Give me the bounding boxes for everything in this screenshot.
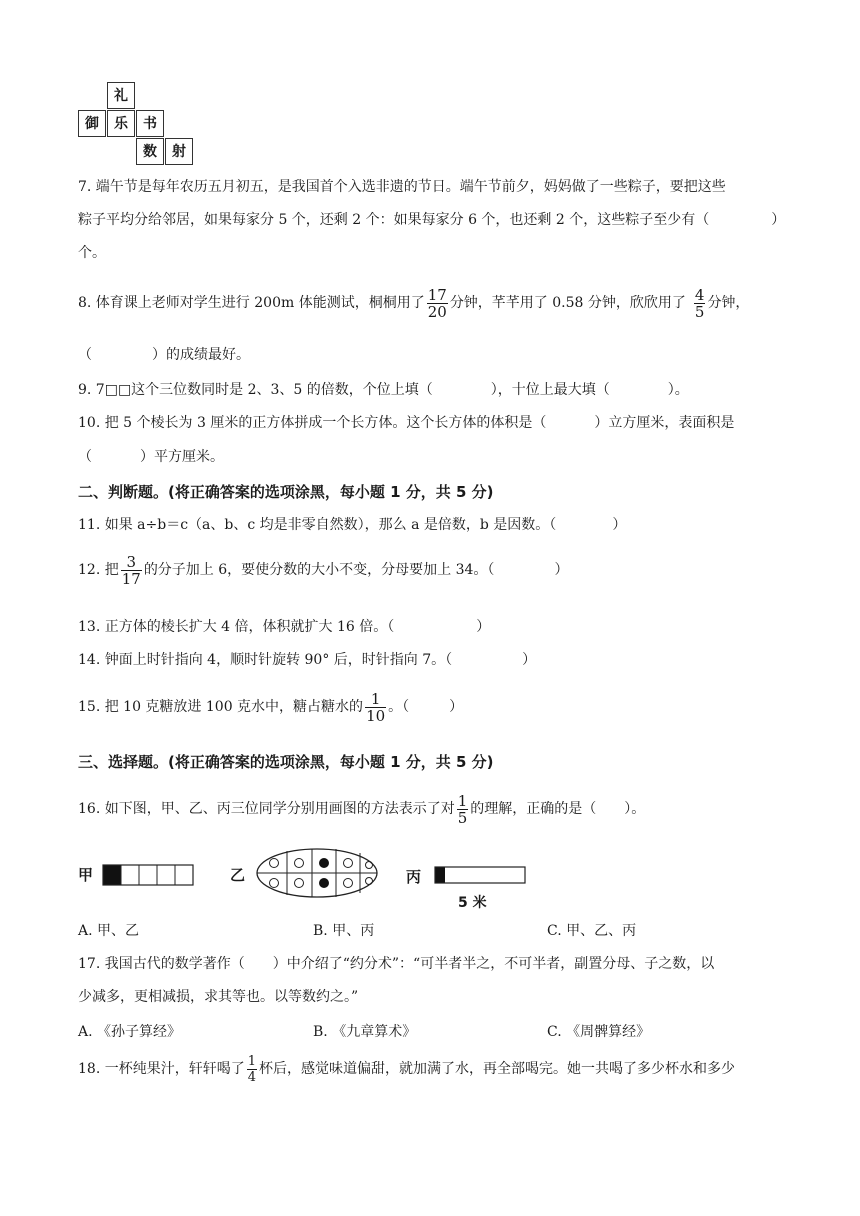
paren-close: ） <box>449 699 464 715</box>
net-cell: 礼 <box>107 82 135 109</box>
shaded-cell <box>103 865 121 885</box>
question-7-line-3: 个。 <box>78 245 106 261</box>
empty-dot <box>295 879 304 888</box>
question-12 <box>78 551 568 589</box>
q17-option-c[interactable]: C. 《周髀算经》 <box>547 1024 651 1040</box>
numerator: 1 <box>365 691 386 708</box>
question-17-text: 17. 我国古代的数学著作（ <box>78 956 245 972</box>
question-10-line-1 <box>78 413 734 433</box>
question-11 <box>78 515 626 535</box>
denominator: 5 <box>457 808 468 827</box>
q16-option-b[interactable]: B. 甲、丙 <box>313 923 375 939</box>
empty-dot <box>270 879 279 888</box>
question-15-text: 15. 把 10 克糖放进 100 克水中，糖占糖水的 <box>78 699 364 715</box>
question-17-text-2: ）中介绍了“约分术”：“可半者半之，不可半者，副置分母、子之数，以 <box>272 956 715 972</box>
question-8-text: 8. 体育课上老师对学生进行 200m 体能测试，桐桐用了 <box>78 295 425 311</box>
q17-option-a[interactable]: A. 《孙子算经》 <box>78 1024 182 1040</box>
question-18 <box>78 1050 735 1088</box>
question-18-text-2: 杯后，感觉味道偏甜，就加满了水，再全部喝完。她一共喝了多少杯水和多少 <box>259 1061 735 1077</box>
figure-bing-bar <box>434 866 528 884</box>
bar-outline <box>435 867 525 883</box>
net-cell: 数 <box>136 138 164 165</box>
question-12-text-2: 的分子加上 6，要使分数的大小不变，分母要加上 34。（ <box>143 562 495 578</box>
fraction-1-10 <box>365 691 386 724</box>
net-cell: 乐 <box>107 110 135 137</box>
question-7-line-2 <box>78 210 785 230</box>
fraction-1-4 <box>247 1054 257 1085</box>
q16-option-a[interactable]: A. 甲、乙 <box>78 923 140 939</box>
numerator: 4 <box>694 285 705 304</box>
question-16-text-2: 的理解，正确的是（ <box>470 801 597 817</box>
empty-dot <box>344 859 353 868</box>
paren-open: （ <box>78 449 92 465</box>
empty-dot <box>270 859 279 868</box>
question-14-text: 14. 钟面上时针指向 4，顺时针旋转 90° 后，时针指向 7。（ <box>78 652 453 668</box>
question-17-line-2: 少减多，更相减损，求其等也。以等数约之。” <box>78 989 359 1005</box>
question-18-text: 18. 一杯纯果汁，轩轩喝了 <box>78 1061 245 1077</box>
numerator: 3 <box>121 554 142 571</box>
question-15 <box>78 688 463 726</box>
question-10-text: 10. 把 5 个棱长为 3 厘米的正方体拼成一个长方体。这个长方体的体积是（ <box>78 415 547 431</box>
filled-dot <box>320 859 329 868</box>
question-7-text: 粽子平均分给邻居，如果每家分 5 个，还剩 2 个：如果每家分 6 个，也还剩 2 个，这些粽子至少有（ <box>78 212 710 228</box>
shaded-segment <box>435 867 445 883</box>
question-10-text-2: ）立方厘米，表面积是 <box>594 415 735 431</box>
numerator: 1 <box>247 1053 256 1069</box>
question-9-text-3: ）。 <box>667 382 689 398</box>
question-15-text-2: 。（ <box>388 699 410 715</box>
question-11-text: 11. 如果 a÷b＝c（a、b、c 均是非零自然数），那么 a 是倍数，b 是因数。（ <box>78 517 557 533</box>
denominator: 4 <box>247 1069 256 1085</box>
figure-label-jia: 甲 <box>78 866 94 884</box>
fraction-4-5 <box>694 287 706 320</box>
denominator: 17 <box>121 569 141 588</box>
numerator: 1 <box>457 791 468 810</box>
paren-close: ） <box>554 562 569 578</box>
paren-close: ） <box>612 517 627 533</box>
section-3-heading: 三、选择题。(将正确答案的选项涂黑，每小题 1 分，共 5 分) <box>78 753 494 771</box>
question-9-text-2: ），十位上最大填（ <box>490 382 610 398</box>
paren-close: ） <box>771 212 786 228</box>
empty-dot <box>295 859 304 868</box>
question-17-line-1 <box>78 954 714 974</box>
question-8-text-3: 分钟， <box>707 295 750 311</box>
filled-dot <box>320 879 329 888</box>
question-9 <box>78 380 689 400</box>
net-cell: 射 <box>165 138 193 165</box>
question-13-text: 13. 正方体的棱长扩大 4 倍，体积就扩大 16 倍。（ <box>78 619 395 635</box>
figure-bing-caption: 5 米 <box>458 895 487 911</box>
cube-net-figure <box>78 82 198 168</box>
figure-label-bing: 丙 <box>406 868 422 886</box>
fraction-3-17 <box>121 554 142 587</box>
paren-close: ） <box>476 619 491 635</box>
denominator: 20 <box>427 302 447 321</box>
question-14 <box>78 650 536 670</box>
fraction-17-20 <box>427 287 448 320</box>
net-cell: 书 <box>136 110 164 137</box>
question-12-text: 12. 把 <box>78 562 119 578</box>
empty-dot <box>366 878 373 885</box>
question-10-text-3: ）平方厘米。 <box>140 449 224 465</box>
section-2-heading: 二、判断题。(将正确答案的选项涂黑，每小题 1 分，共 5 分) <box>78 483 494 501</box>
paren-open: （ <box>78 347 92 363</box>
numerator: 17 <box>427 285 447 304</box>
q16-option-c[interactable]: C. 甲、乙、丙 <box>547 923 637 939</box>
figure-jia-bar <box>102 864 196 886</box>
question-16 <box>78 790 645 828</box>
paren-close: ） <box>522 652 537 668</box>
question-7-line-1: 7. 端午节是每年农历五月初五，是我国首个入选非遗的节日。端午节前夕，妈妈做了一些粽子，要把这些 <box>78 179 726 195</box>
paren-close: ）。 <box>624 801 646 817</box>
denominator: 5 <box>694 302 705 321</box>
question-10-line-2 <box>78 447 224 467</box>
figure-yi-oval <box>230 846 380 900</box>
denominator: 10 <box>366 706 386 725</box>
q17-option-b[interactable]: B. 《九章算术》 <box>313 1024 417 1040</box>
question-13 <box>78 617 490 637</box>
empty-dot <box>366 862 373 869</box>
net-cell: 御 <box>78 110 106 137</box>
figure-label-yi: 乙 <box>230 866 246 884</box>
empty-dot <box>344 879 353 888</box>
question-8-line-2 <box>78 345 250 365</box>
question-16-text: 16. 如下图，甲、乙、丙三位同学分别用画图的方法表示了对 <box>78 801 455 817</box>
question-8-line-1 <box>78 284 749 322</box>
fraction-1-5 <box>457 793 469 826</box>
question-8-text-4: ）的成绩最好。 <box>152 347 250 363</box>
question-9-text: 9. 7□□这个三位数同时是 2、3、5 的倍数，个位上填（ <box>78 382 433 398</box>
question-8-text-2: 分钟，芊芊用了 0.58 分钟，欣欣用了 <box>449 295 686 311</box>
